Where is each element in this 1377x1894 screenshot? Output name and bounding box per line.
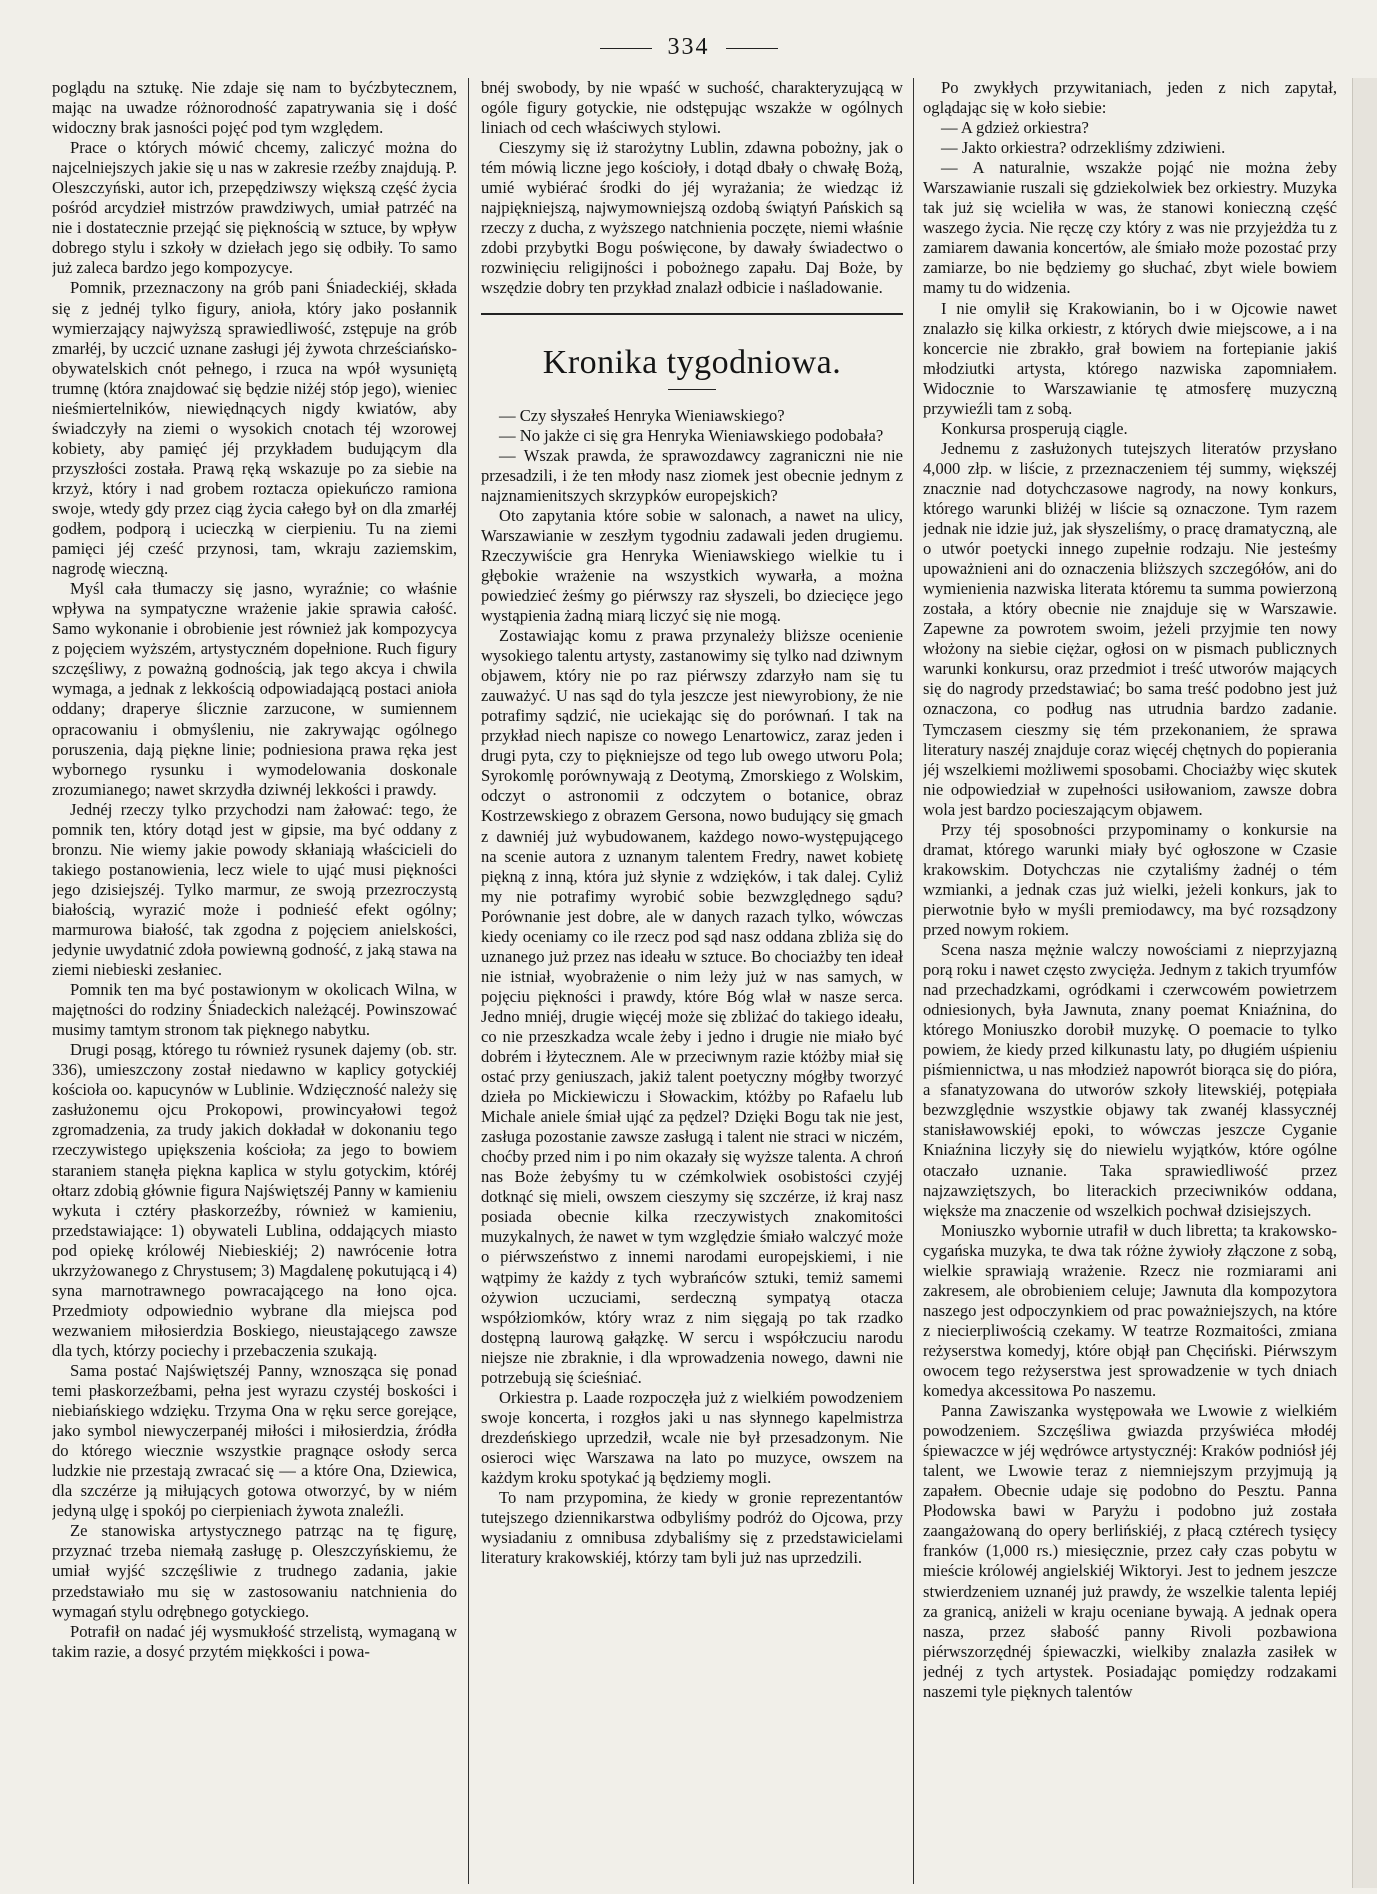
paragraph: Scena nasza mężnie walczy nowościami z nieprzyjazną porą roku i nawet często zwycięża. Jednym z takich tryumfów nad przechadzkami, ogródkami i czerwcowém powietrzem odniesionych, była Jawnuta, znany poemat Kniaźnina, do którego Moniuszko dorobił muzykę. O poemacie to tylko powiem, że kiedy przed kilkunastu laty, po długiém uśpieniu piśmiennictwa, u nas młodzież napowrót biorąca się do pióra, a sfanatyzowana do utworów szkoły litewskiéj, potępiała bezwzględnie wszystkie objawy tak zwanéj klassycznéj stanisławowskiéj epoki, to wówczas jeszcze Cyganie Kniaźnina liczyły się do niewielu wyjątków, które ogólne otaczało uznanie. Taka sprawiedliwość przez najzawziętszych, bo literackich przeciwników oddana, więksże ma znaczenie od wszelkich pochwał dzisiejszych. (923, 940, 1337, 1220)
column-rule (913, 78, 914, 1884)
paragraph: Przy téj sposobności przypominamy o konkursie na dramat, którego warunki miały być ogłoszone w Czasie krakowskim. Dotychczas nie czytaliśmy żadnéj o tém wzmianki, a jednak czas już wielki, jeżeli konkurs, jak to pierwotnie było w myśli premiodawcy, ma być rozsądzony przed nowym rokiem. (923, 819, 1337, 939)
paragraph: Pomnik, przeznaczony na grób pani Śniadeckiéj, składa się z jednéj tylko figury, anioła, który jako posłannik wymierzający najwyższą sprawiedliwość, zstępuje na grób zmarłéj, by uczcić uznane zasługi jéj żywota chrześciańsko-obywatelskich cnót pełnego, i rzuca na wpół wysuniętą trumnę (która znajdować się będzie niżéj stóp jego), wieniec nieśmiertelników, niewiędnących nigdy kwiatów, aby świadczyły na ziemi o wysokich cnotach téj wzorowej kobiety, aby pamięć jéj przykładem budującym dla przyszłości została. Prawą ręką wskazuje po za siebie na krzyż, który i nad grobem roztacza opiekuńczo ramiona swoje, wtedy gdy przez ciąg życia całego był on dla zmarłéj godłem, podporą i ucieczką w cierpieniu. Tu na ziemi pamięci jéj cześć przynosi, tam, wkraju zaziemskim, nagrodę wieczną. (52, 278, 457, 579)
paragraph: Zostawiając komu z prawa przynależy bliższe ocenienie wysokiego talentu artysty, zastanowimy się tylko nad dziwnym objawem, który nie po raz piérwszy zdarzyło nam się tu zauważyć. U nas sąd do tyla jeszcze jest niewyrobiony, że nie potrafimy sądzić, nie uciekając się do porównań. I tak na przykład niech napisze co nowego Lenartowicz, zaraz jeden i drugi pyta, czy to piękniejsze od tego lub owego utworu Pola; Syrokomlę porównywają z Deotymą, Zmorskiego z Wolskim, odczyt o astronomii z odczytem o botanice, obraz Kostrzewskiego z obrazem Gersona, nowo budujący się gmach z dawniéj już wybudowanem, każdego nowo-występującego na scenie autora z uznanym talentem Fredry, nawet kobietę piękną z inną, która już słynie z wdzięków, i tak dalej. Cyliż my nie potrafimy wyrobić sobie bezwzględnego sądu? Porównanie jest dobre, ale w danych razach tylko, wówczas kiedy oceniamy co ile rzecz pod sąd nasz oddana zbliża się do uznanego już przez nas ideału w sztuce. Bo chociażby ten ideał nie istniał, wyobrażenie o nim leży już w nas samych, w pojęciu piękności i prawdy, które Bóg wlał w nasze serca. Jedno mniéj, drugie więcéj może się zbliżać do takiego ideału, co nie przeszkadza wcale żeby i jedno i drugie nie miało być dobrém i łżytecznem. Ale w przeciwnym razie któżby miał się ostać przy geniuszach, jakiż talent poetyczny mógłby tworzyć dzieła po Mickiewiczu i Słowackim, któżby po Rafaelu lub Michale aniele śmiał ująć za pędzel? Dzięki Bogu tak nie jest, zasługa pozostanie zawsze zasługą i talent nie straci w niczém, choćby przed nim i po nim okazały się wyższe talenta. A chroń nas Boże żebyśmy tu w czémkolwiek osobistości czyjéj dotknąć się mieli, owszem cieszymy się szczérze, iż kraj nasz posiada obecnie kilka rzeczywistych znakomitości muzykalnych, że nawet w tym względzie śmiało walczyć może o piérwszeństwo z innemi narodami europejskiemi, i nie wątpimy że każdy z tych wybrańców sztuki, temiż samemi ożywion uczuciami, serdeczną sympatyą otacza współziomków, który wraz z nim sięgają po tak rzadko dostępną laurową gałązkę. W sercu i współczuciu narodu niejsze nie zbraknie, i dla wprowadzenia nowego, dawni nie potrzebują się ścieśniać. (481, 626, 903, 1387)
column-rule (468, 78, 469, 1884)
paragraph: Moniuszko wybornie utrafił w duch libretta; ta krakowsko-cygańska muzyka, te dwa tak różne żywioły złączone z sobą, wielkie sprawiają wrażenie. Rzecz nie rozmiarami ani zakresem, ale obrobieniem celuje; Jawnuta dla kompozytora naszego jest odpoczynkiem od prac poważniejszych, na które z niecierpliwością czekamy. W teatrze Rozmaitości, zmiana reżyserstwa komedyj, które objął pan Chęciński. Piérwszym owocem tego reżyserstwa jest sprowadzenie w tych dniach komedya akcessitowa Po naszemu. (923, 1220, 1337, 1401)
chronicle-text (481, 406, 903, 1569)
paragraph: Sama postać Najświętszéj Panny, wznosząca się ponad temi płaskorzeźbami, pełna jest wyrazu czystéj boskości i niebiańskiego wdzięku. Trzyma Ona w ręku serce gorejące, jako symbol niewyczerpanéj miłości i miłosierdzia, źródła do którego wiecznie wszystkie pragnące osłody serca ludzkie nie przestają zwracać się — a które Ona, Dziewica, dla szczérze ją miłujących gotowa otworzyć, by w niém jedyną ulgę i spokój po cierpieniach żywota znaleźli. (52, 1361, 457, 1521)
column-left (52, 78, 457, 1888)
column-right (923, 78, 1337, 1888)
section-heading: Kronika tygodniowa. (542, 343, 842, 381)
paragraph: I nie omylił się Krakowianin, bo i w Ojcowie nawet znalazło się kilka orkiestr, z których dwie miejscowe, a i na koncercie nie zbrakło, grał bowiem na fortepianie jakiś młodziutki artysta, którego nazwiska zapomniałem. Widocznie to Warszawianie tę atmosferę muzyczną przywieźli tam z sobą. (923, 298, 1337, 418)
paragraph: — A gdzież orkiestra? (941, 118, 1089, 138)
paragraph: — Czy słyszałeś Henryka Wieniawskiego? (499, 405, 785, 425)
page-number: 334 (0, 34, 1377, 61)
paragraph: Drugi posąg, którego tu również rysunek dajemy (ob. str. 336), umieszczony został niedawno w kaplicy gotyckiéj kościoła oo. kapucynów w Lublinie. Wdzięczność należy się zasłużonemu ojcu Prokopowi, prowincyałowi tegoż zgromadzenia, za trudy jakich dokładał w dokonaniu tego rzeczywistego upiększenia kościoła; za jego to bowiem staraniem stanęła piękna kaplica w stylu gotyckim, któréj ołtarz zdobią głównie figura Najświętszéj Panny w kamieniu wykuta i cztéry płaskorzeźby, również w kamieniu, przedstawiające: 1) obywateli Lublina, oddających miasto pod opiekę królowéj Niebieskiéj; 2) nawrócenie łotra ukrzyżowanego z Chrystusem; 3) Magdalenę pokutującą i 4) syna marnotrawnego powracającego na łono ojca. Przedmioty odpowiednio wybrane dla miejsca pod wezwaniem miłosierdzia Boskiego, nieustającego zawsze dla tych, którzy pociechy i przebaczenia szukają. (52, 1040, 457, 1360)
article-continuation (481, 78, 903, 299)
paragraph: Ze stanowiska artystycznego patrząc na tę figurę, przyznać trzeba niemałą zasługę p. Oleszczyńskiemu, że umiał wyjść szczęśliwie z trudnego zadania, jakie przedstawiało mu się w zastosowaniu natchnienia do wymagań stylu odrębnego gotyckiego. (52, 1521, 457, 1621)
paragraph: Orkiestra p. Laade rozpoczęła już z wielkiém powodzeniem swoje koncerta, i rozgłos jaki u nas słynnego kapelmistrza drezdeńskiego uprzedził, wcale nie był przesadzonym. Nie osieroci więc Warszawa na lato po muzyce, owszem na każdym kroku spotykać ją będziemy mogli. (481, 1387, 903, 1487)
paragraph: Prace o których mówić chcemy, zaliczyć można do najcelniejszych jakie się u nas w zakresie rzeźby znajdują. P. Oleszczyński, autor ich, przepędziwszy większą część życia pośród arcydzieł mistrzów prawdziwych, umiał patrzéć na nie i dostatecznie przejąć się pięknością w sztuce, by wpływ dobrego stylu i szkoły w dziełach jego się odbiły. To samo już zaleca bardzo jego kompozycye. (52, 138, 457, 278)
paragraph: Potrafił on nadać jéj wysmukłość strzelistą, wymaganą w takim razie, a dosyć przytém miękkości i powa- (52, 1621, 457, 1661)
paragraph: bnéj swobody, by nie wpaść w suchość, charakteryzującą w ogóle figury gotyckie, nie odstępując wszakże w ogólnych liniach od cech właściwych stylowi. (481, 78, 903, 138)
section-separator (481, 313, 903, 315)
paragraph: poglądu na sztukę. Nie zdaje się nam to byćzbytecznem, mając na uwadze różnorodność zapatrywania się i dość widoczny brak jasności pojęć pod tym względem. (52, 78, 457, 138)
facing-page-edge (1352, 78, 1377, 1888)
paragraph: Po zwykłych przywitaniach, jeden z nich zapytał, oglądając się w koło siebie: (923, 78, 1337, 118)
paragraph: To nam przypomina, że kiedy w gronie reprezentantów tutejszego dziennikarstwa odbyliśmy podróż do Ojcowa, przy wysiadaniu z omnibusa zdybaliśmy się z przedstawicielami literatury krakowskiéj, którzy tam byli już nas uprzedzili. (481, 1488, 903, 1568)
paragraph: Jednemu z zasłużonych tutejszych literatów przysłano 4,000 złp. w liście, z przeznaczeniem téj summy, większéj znacznie nad dotychczasowe nagrody, na nowy konkurs, którego warunki bliżéj w liście są oznaczone. Tym razem jednak nie idzie już, jak słyszeliśmy, o pracę dramatyczną, ale o utwór poetycki innego zupełnie rodzaju. Nie jesteśmy upoważnieni ani do oznaczenia bliższych szczegółów, ani do wymienienia nazwiska literata któremu ta summa powierzoną została, a który obecnie nie znajduje się w Warszawie. Zapewne za powrotem swoim, jeżeli przyjmie ten nowy włożony na siebie ciężar, ogłosi on w pismach publicznych warunki konkursu, oraz przedmiot i treść utworów mających się do nagrody przedstawiać; bo sama treść podobno jest już oznaczona, co podług nas utrudnia bardzo zadanie. Tymczasem cieszmy się tém przekonaniem, że sprawa literatury naszéj znajduje coraz więcéj chętnych do popierania jéj wszelkiemi możliwemi sposobami. Chociażby więc skutek nie odpowiedział w zupełności usiłowaniom, zawsze dobra wola jest bardzo pocieszającym objawem. (923, 438, 1337, 819)
paragraph: Cieszymy się iż starożytny Lublin, zdawna pobożny, jak o tém mówią liczne jego kościoły, i dotąd dbały o chwałę Bożą, umié wybiérać środki do jéj wyrażania; że wiedząc iż najpiękniejszą, najwymowniejszą ozdobą świątyń Pańskich są rzeczy z ducha, z wyższego natchnienia poczęte, niemi właśnie zdobi przybytki Bogu poświęcone, by dawały świadectwo o rozwinięciu religijności i pobożnego zapału. Daj Boże, by wszędzie dobry ten przykład znalazł odbicie i naśladowanie. (481, 138, 903, 298)
column-middle (481, 78, 903, 1888)
paragraph: — Jakto orkiestra? odrzekliśmy zdziwieni. (941, 138, 1226, 158)
paragraph: — No jakże ci się gra Henryka Wieniawskiego podobała? (499, 425, 884, 445)
paragraph: Panna Zawiszanka występowała we Lwowie z wielkiém powodzeniem. Szczęśliwa gwiazda przyświéca młodéj śpiewaczce w jéj wędrówce artystycznéj: Kraków podniósł jéj talent, we Lwowie teraz z niemniejszym przyjmują ją zapałem. Obecnie udaje się podobno do Pesztu. Panna Płodowska bawi w Paryżu i podobno już została zaangażowaną do opery berlińskiéj, z płacą cztérech tysięcy franków (1,000 rs.) miesięcznie, przez cały czas pobytu w mieście królowéj angielskiéj Wiktoryi. Jest to jednem jeszcze stwierdzeniem uznanéj już prawdy, że wszelkie talenta lepiéj za granicą, aniżeli w kraju oceniane bywają. A jednak opera nasza, przez słabość panny Rivoli pozbawiona piérwszorzędnéj śpiewaczki, wielkiby znalazła zasiłek w jednéj z tych artystek. Posiadając pomiędzy rodzakami naszemi tyle pięknych talentów (923, 1401, 1337, 1701)
paragraph: Konkursa prosperują ciągle. (941, 418, 1128, 438)
paragraph: Oto zapytania które sobie w salonach, a nawet na ulicy, Warszawianie w zeszłym tygodniu zadawali jeden drugiemu. Rzeczywiście gra Henryka Wieniawskiego wielkie tu i głębokie wrażenie na wszystkich wywarła, a można powiedzieć żeśmy go piérwszy raz słyszeli, bo dziecięce jego wystąpienia żadną miarą liczyć się nie mogą. (481, 505, 903, 625)
paragraph: Jednéj rzeczy tylko przychodzi nam żałować: tego, że pomnik ten, który dotąd jest w gipsie, ma być oddany z bronzu. Nie wiemy jakie powody skłaniają właścicieli do takiego postanowienia, lecz wiele to ująć musi piękności jego dzisiejszéj. Tylko marmur, ze swoją przezroczystą białością, wyrazić może i podnieść efekt ogólny; marmurowa białość, tak zgodna z pojęciem anielskości, jedynie uwydatnić zdoła powiewną godność, z jaką stawa na ziemi niebieski zesłaniec. (52, 799, 457, 980)
paragraph: Pomnik ten ma być postawionym w okolicach Wilna, w majętności do rodziny Śniadeckich należącéj. Powinszować musimy tamtym stronom tak pięknego nabytku. (52, 980, 457, 1040)
paragraph: — A naturalnie, wszakże pojąć nie można żeby Warszawianie ruszali się gdziekolwiek bez orkiestry. Muzyka tak już się wcieliła w was, że stanowi konieczną część waszego życia. Nie ręczę czy który z was nie przyjeżdża tu z zamiarem dawania koncertów, ale śmiało może pozostać przy zamiarze, bo nie będziemy go słuchać, zbyt wiele bowiem mamy tu do widzenia. (923, 158, 1337, 298)
paragraph: Myśl cała tłumaczy się jasno, wyraźnie; co właśnie wpływa na sympatyczne wrażenie jakie sprawia całość. Samo wykonanie i obrobienie jest również jak kompozycya z pojęciem wyższém, artystyczném dopełnione. Ruch figury szczęśliwy, z poważną godnością, jak tego akcya i chwila wymaga, a jednak z lekkością odpowiadającą postaci anioła oddany; draperye ślicznie zarzucone, w sumiennem opracowaniu i obmyśleniu, nie zakrywając ogólnego poruszenia, dają piękne linie; podniesiona prawa ręka jest wybornego rysunku i wymodelowania doskonale zrozumianego; nawet skrzydła dziwnéj lekkości i prawdy. (52, 579, 457, 799)
paragraph: — Wszak prawda, że sprawozdawcy zagraniczni nie nie przesadzili, i że ten młody nasz ziomek jest obecnie jednym z najznamienitszych skrzypków europejskich? (481, 445, 903, 505)
heading-underline (668, 389, 716, 390)
